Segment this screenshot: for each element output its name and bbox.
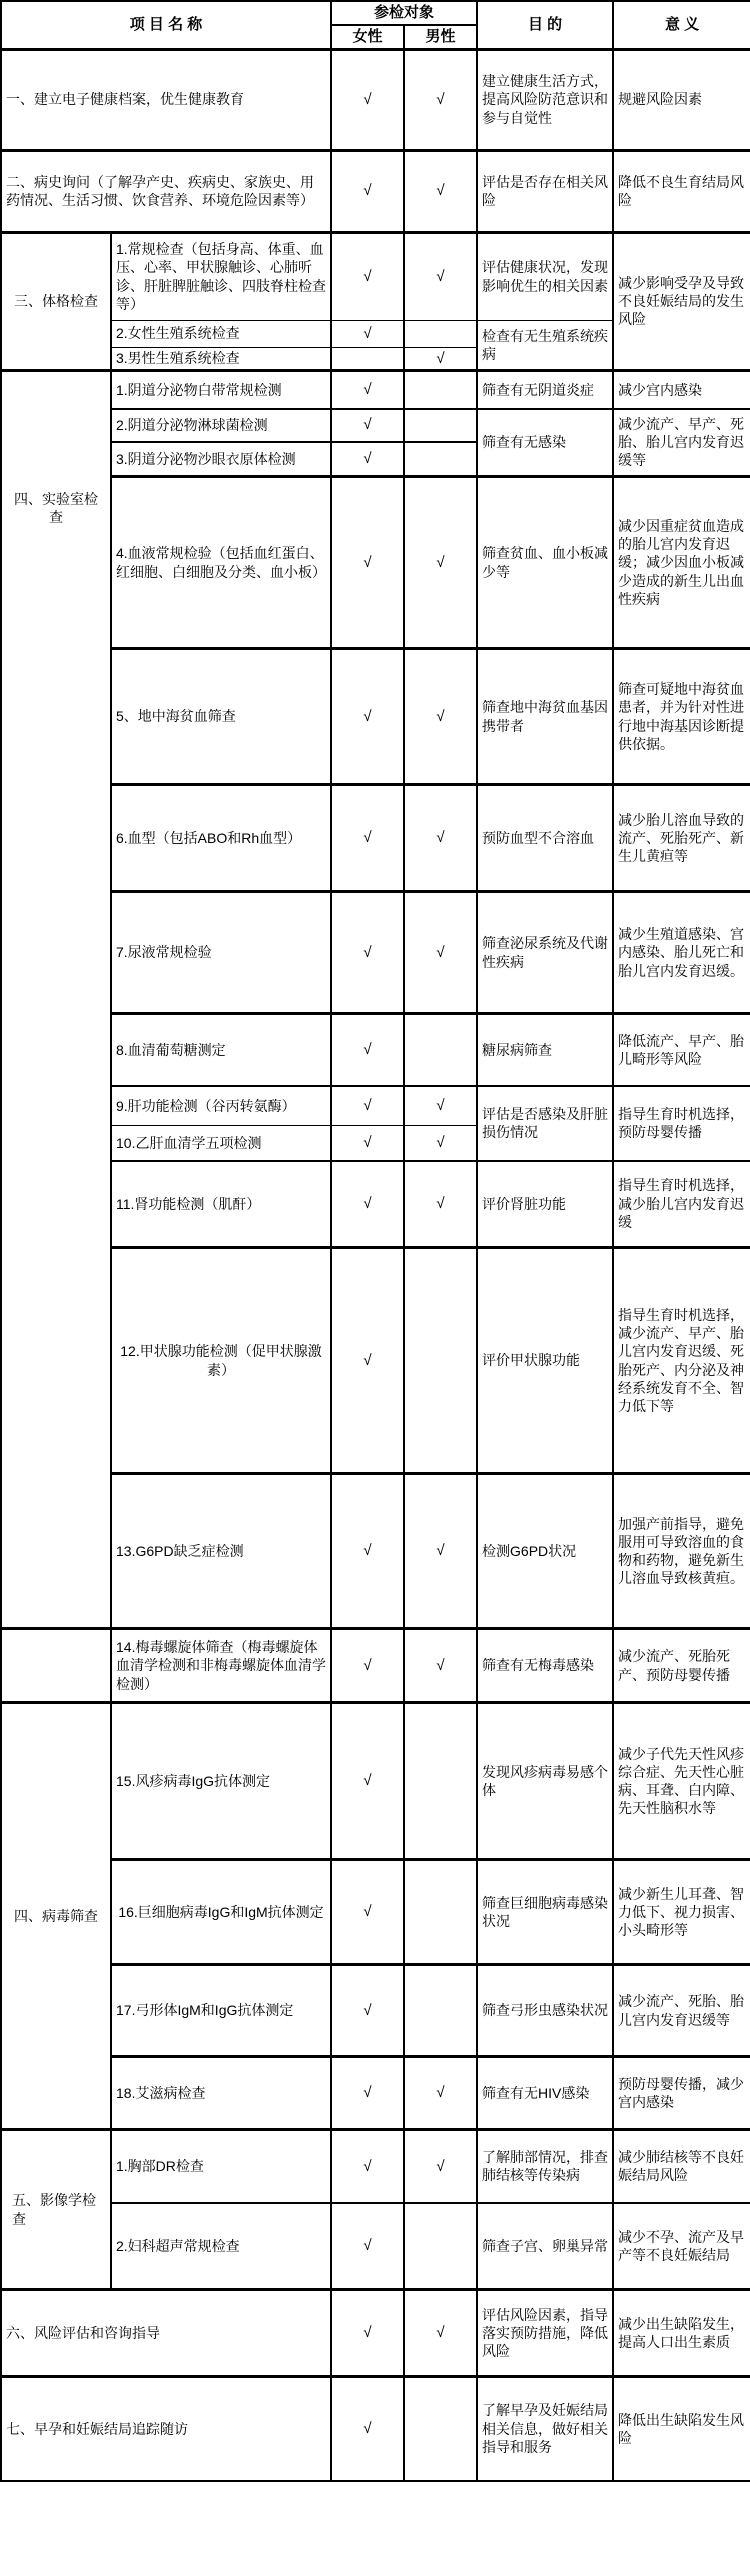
item-name: 六、风险评估和咨询指导 — [1, 2290, 331, 2377]
item-name: 3.男性生殖系统检查 — [111, 347, 331, 371]
item-name: 2.女性生殖系统检查 — [111, 320, 331, 347]
table-row — [1, 1474, 750, 1629]
purpose-cell: 建立健康生活方式，提高风险防范意识和参与自觉性 — [477, 49, 613, 150]
male-check: √ — [404, 1161, 477, 1248]
table-row — [1, 2203, 750, 2290]
female-check: √ — [331, 232, 404, 320]
item-name: 4.血液常规检验（包括血红蛋白、红细胞、白细胞及分类、血小板） — [111, 477, 331, 649]
purpose-cell: 检查有无生殖系统疾病 — [477, 320, 613, 371]
male-check — [404, 2377, 477, 2481]
item-name: 1.胸部DR检查 — [111, 2130, 331, 2203]
purpose-cell: 评估风险因素，指导落实预防措施，降低风险 — [477, 2290, 613, 2377]
male-check — [404, 1014, 477, 1086]
purpose-cell: 了解肺部情况，排查肺结核等传染病 — [477, 2130, 613, 2203]
meaning-cell: 减少流产、早产、死胎、胎儿宫内发育迟缓等 — [613, 409, 750, 477]
item-name: 2.妇科超声常规检查 — [111, 2203, 331, 2290]
meaning-cell: 减少出生缺陷发生，提高人口出生素质 — [613, 2290, 750, 2377]
meaning-cell: 减少胎儿溶血导致的流产、死胎死产、新生儿黄疸等 — [613, 785, 750, 892]
meaning-cell: 减少新生儿耳聋、智力低下、视力损害、小头畸形等 — [613, 1860, 750, 1965]
male-check: √ — [404, 1086, 477, 1126]
section-label-imaging: 五、影像学检查 — [1, 2130, 111, 2290]
table-row — [1, 785, 750, 892]
table-row — [1, 1629, 750, 1703]
purpose-cell: 评价甲状腺功能 — [477, 1248, 613, 1474]
male-check: √ — [404, 785, 477, 892]
meaning-cell: 指导生育时机选择，预防母婴传播 — [613, 1086, 750, 1161]
female-check: √ — [331, 1014, 404, 1086]
purpose-cell: 筛查弓形虫感染状况 — [477, 1965, 613, 2057]
table-row — [1, 150, 750, 232]
female-check: √ — [331, 1860, 404, 1965]
male-check: √ — [404, 347, 477, 371]
item-name: 17.弓形体IgM和IgG抗体测定 — [111, 1965, 331, 2057]
purpose-cell: 预防血型不合溶血 — [477, 785, 613, 892]
section-label-physical-exam: 三、体格检查 — [1, 232, 111, 371]
table-row — [1, 1086, 750, 1126]
table-row — [1, 1965, 750, 2057]
female-check: √ — [331, 150, 404, 232]
female-check: √ — [331, 1248, 404, 1474]
purpose-cell: 糖尿病筛查 — [477, 1014, 613, 1086]
male-check: √ — [404, 232, 477, 320]
purpose-cell: 了解早孕及妊娠结局相关信息，做好相关指导和服务 — [477, 2377, 613, 2481]
item-name: 1.常规检查（包括身高、体重、血压、心率、甲状腺触诊、心肺听诊、肝脏脾脏触诊、四肢脊柱检查等） — [111, 232, 331, 320]
table-row — [1, 2290, 750, 2377]
header-female: 女性 — [331, 25, 404, 49]
purpose-cell: 筛查地中海贫血基因携带者 — [477, 649, 613, 785]
female-check — [331, 347, 404, 371]
purpose-cell: 评估是否存在相关风险 — [477, 150, 613, 232]
meaning-cell: 指导生育时机选择，减少胎儿宫内发育迟缓 — [613, 1161, 750, 1248]
header-purpose: 目 的 — [477, 1, 613, 49]
male-check: √ — [404, 2290, 477, 2377]
male-check: √ — [404, 477, 477, 649]
male-check — [404, 1965, 477, 2057]
item-name: 9.肝功能检测（谷丙转氨酶） — [111, 1086, 331, 1126]
female-check: √ — [331, 1161, 404, 1248]
female-check: √ — [331, 1126, 404, 1161]
female-check: √ — [331, 1086, 404, 1126]
female-check: √ — [331, 2377, 404, 2481]
header-meaning: 意 义 — [613, 1, 750, 49]
table-row — [1, 1860, 750, 1965]
item-name: 14.梅毒螺旋体筛查（梅毒螺旋体血清学检测和非梅毒螺旋体血清学检测） — [111, 1629, 331, 1703]
header-item-name: 项 目 名 称 — [1, 1, 331, 49]
meaning-cell: 减少流产、死胎、胎儿宫内发育迟缓等 — [613, 1965, 750, 2057]
female-check: √ — [331, 320, 404, 347]
purpose-cell: 筛查有无HIV感染 — [477, 2057, 613, 2130]
purpose-cell: 筛查巨细胞病毒感染状况 — [477, 1860, 613, 1965]
header-target-group: 参检对象 — [331, 1, 477, 25]
table-row — [1, 1014, 750, 1086]
male-check: √ — [404, 1629, 477, 1703]
male-check — [404, 409, 477, 442]
male-check — [404, 1703, 477, 1860]
purpose-cell: 发现风疹病毒易感个体 — [477, 1703, 613, 1860]
section-label-laboratory: 四、实验室检查 — [1, 371, 111, 1629]
item-name: 13.G6PD缺乏症检测 — [111, 1474, 331, 1629]
meaning-cell: 减少因重症贫血造成的胎儿宫内发育迟缓；减少因血小板减少造成的新生儿出血性疾病 — [613, 477, 750, 649]
item-name: 2.阴道分泌物淋球菌检测 — [111, 409, 331, 442]
header-row-1 — [1, 1, 750, 25]
male-check — [404, 1248, 477, 1474]
male-check — [404, 2203, 477, 2290]
male-check: √ — [404, 2057, 477, 2130]
item-name: 二、病史询问（了解孕产史、疾病史、家族史、用药情况、生活习惯、饮食营养、环境危险因素等） — [1, 150, 331, 232]
female-check: √ — [331, 2057, 404, 2130]
female-check: √ — [331, 892, 404, 1014]
female-check: √ — [331, 649, 404, 785]
table-row — [1, 892, 750, 1014]
female-check: √ — [331, 371, 404, 409]
meaning-cell: 减少生殖道感染、宫内感染、胎儿死亡和胎儿宫内发育迟缓。 — [613, 892, 750, 1014]
meaning-cell: 减少宫内感染 — [613, 371, 750, 409]
meaning-cell: 规避风险因素 — [613, 49, 750, 150]
item-name: 6.血型（包括ABO和Rh血型） — [111, 785, 331, 892]
meaning-cell: 筛查可疑地中海贫血患者，并为针对性进行地中海基因诊断提供依据。 — [613, 649, 750, 785]
table-row — [1, 477, 750, 649]
meaning-cell: 减少不孕、流产及早产等不良妊娠结局 — [613, 2203, 750, 2290]
table-row — [1, 2057, 750, 2130]
male-check: √ — [404, 1474, 477, 1629]
meaning-cell: 减少子代先天性风疹综合症、先天性心脏病、耳聋、白内障、先天性脑积水等 — [613, 1703, 750, 1860]
section-label-virus-screening: 四、病毒筛查 — [1, 1703, 111, 2130]
female-check: √ — [331, 1629, 404, 1703]
table-row — [1, 2377, 750, 2481]
item-name: 15.风疹病毒IgG抗体测定 — [111, 1703, 331, 1860]
table-row — [1, 1161, 750, 1248]
male-check — [404, 320, 477, 347]
meaning-cell: 指导生育时机选择，减少流产、早产、胎儿宫内发育迟缓、死胎死产、内分泌及神经系统发育不全、智力低下等 — [613, 1248, 750, 1474]
male-check — [404, 371, 477, 409]
female-check: √ — [331, 2130, 404, 2203]
meaning-cell: 减少影响受孕及导致不良妊娠结局的发生风险 — [613, 232, 750, 371]
section-cell-empty — [1, 1629, 111, 1703]
purpose-cell: 筛查贫血、血小板减少等 — [477, 477, 613, 649]
table-row — [1, 2130, 750, 2203]
table-row — [1, 371, 750, 409]
purpose-cell: 筛查泌尿系统及代谢性疾病 — [477, 892, 613, 1014]
male-check — [404, 442, 477, 477]
item-name: 18.艾滋病检查 — [111, 2057, 331, 2130]
meaning-cell: 减少肺结核等不良妊娠结局风险 — [613, 2130, 750, 2203]
meaning-cell: 降低不良生育结局风险 — [613, 150, 750, 232]
table-row — [1, 232, 750, 320]
meaning-cell: 减少流产、死胎死产、预防母婴传播 — [613, 1629, 750, 1703]
purpose-cell: 检测G6PD状况 — [477, 1474, 613, 1629]
female-check: √ — [331, 409, 404, 442]
header-male: 男性 — [404, 25, 477, 49]
purpose-cell: 筛查有无梅毒感染 — [477, 1629, 613, 1703]
female-check: √ — [331, 785, 404, 892]
item-name: 3.阴道分泌物沙眼衣原体检测 — [111, 442, 331, 477]
table-row — [1, 409, 750, 442]
meaning-cell: 降低流产、早产、胎儿畸形等风险 — [613, 1014, 750, 1086]
item-name: 7.尿液常规检验 — [111, 892, 331, 1014]
female-check: √ — [331, 442, 404, 477]
item-name: 8.血清葡萄糖测定 — [111, 1014, 331, 1086]
male-check — [404, 1860, 477, 1965]
table-row — [1, 1703, 750, 1860]
purpose-cell: 筛查有无感染 — [477, 409, 613, 477]
table-row — [1, 649, 750, 785]
meaning-cell: 预防母婴传播，减少宫内感染 — [613, 2057, 750, 2130]
item-name: 10.乙肝血清学五项检测 — [111, 1126, 331, 1161]
male-check: √ — [404, 150, 477, 232]
table-row — [1, 49, 750, 150]
male-check: √ — [404, 892, 477, 1014]
female-check: √ — [331, 2203, 404, 2290]
female-check: √ — [331, 477, 404, 649]
item-name: 16.巨细胞病毒IgG和IgM抗体测定 — [111, 1860, 331, 1965]
item-name: 一、建立电子健康档案，优生健康教育 — [1, 49, 331, 150]
item-name: 1.阴道分泌物白带常规检测 — [111, 371, 331, 409]
female-check: √ — [331, 1965, 404, 2057]
female-check: √ — [331, 2290, 404, 2377]
male-check: √ — [404, 2130, 477, 2203]
meaning-cell: 加强产前指导，避免服用可导致溶血的食物和药物，避免新生儿溶血导致核黄疸。 — [613, 1474, 750, 1629]
item-name: 11.肾功能检测（肌酐） — [111, 1161, 331, 1248]
purpose-cell: 筛查子宫、卵巢异常 — [477, 2203, 613, 2290]
item-name: 5、地中海贫血筛查 — [111, 649, 331, 785]
female-check: √ — [331, 1474, 404, 1629]
purpose-cell: 评估是否感染及肝脏损伤情况 — [477, 1086, 613, 1161]
table-row — [1, 1248, 750, 1474]
male-check: √ — [404, 49, 477, 150]
item-name: 12.甲状腺功能检测（促甲状腺激素） — [111, 1248, 331, 1474]
male-check: √ — [404, 1126, 477, 1161]
meaning-cell: 降低出生缺陷发生风险 — [613, 2377, 750, 2481]
purpose-cell: 评估健康状况，发现影响优生的相关因素 — [477, 232, 613, 320]
purpose-cell: 筛查有无阴道炎症 — [477, 371, 613, 409]
male-check: √ — [404, 649, 477, 785]
purpose-cell: 评价肾脏功能 — [477, 1161, 613, 1248]
female-check: √ — [331, 1703, 404, 1860]
item-name: 七、早孕和妊娠结局追踪随访 — [1, 2377, 331, 2481]
female-check: √ — [331, 49, 404, 150]
